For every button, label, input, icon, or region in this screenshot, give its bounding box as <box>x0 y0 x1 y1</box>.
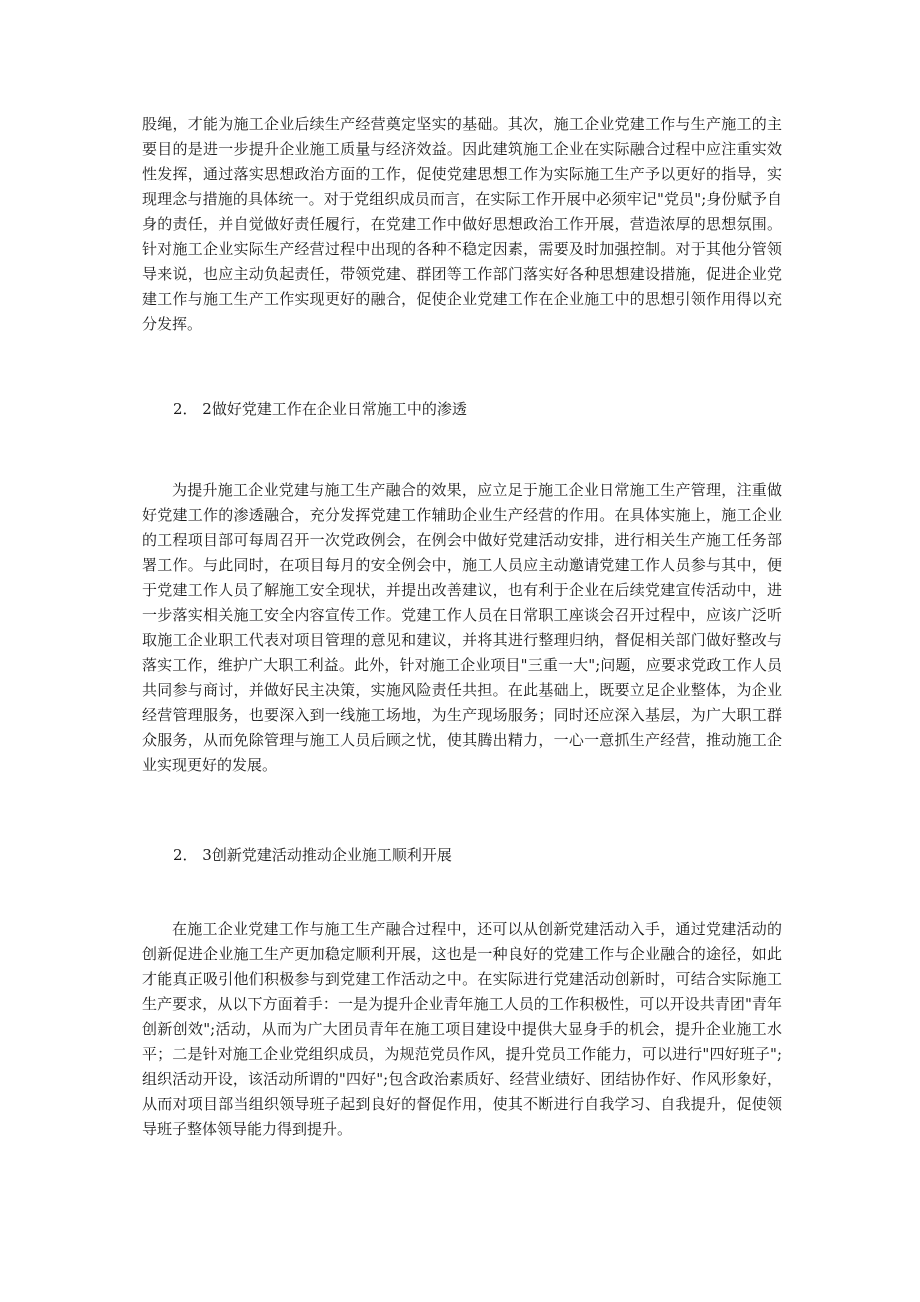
section-heading-2-3: 2． 3创新党建活动推动企业施工顺利开展 <box>173 846 452 864</box>
section-heading-2-2: 2． 2做好党建工作在企业日常施工中的渗透 <box>173 400 467 418</box>
body-paragraph-2: 为提升施工企业党建与施工生产融合的效果，应立足于施工企业日常施工生产管理，注重做好党建工作的渗透融合，充分发挥党建工作辅助企业生产经营的作用。在具体实施上，施工企业的工程项目部可每周召开一次党政例会，在例会中做好党建活动安排，进行相关生产施工任务部署工作。与此同时，在项目每月的安全例会中，施工人员应主动邀请党建工作人员参与其中，便于党建工作人员了解施工安全现状，并提出改善建议，也有利于企业在后续党建宣传活动中，进一步落实相关施工安全内容宣传工作。党建工作人员在日常职工座谈会召开过程中，应该广泛听取施工企业职工代表对项目管理的意见和建议，并将其进行整理归纳，督促相关部门做好整改与落实工作，维护广大职工利益。此外，针对施工企业项目"三重一大";问题，应要求党政工作人员共同参与商讨，并做好民主决策，实施风险责任共担。在此基础上，既要立足企业整体，为企业经营管理服务，也要深入到一线施工场地，为生产现场服务；同时还应深入基层，为广大职工群众服务，从而免除管理与施工人员后顾之忧，使其腾出精力，一心一意抓生产经营，推动施工企业实现更好的发展。 <box>142 481 782 774</box>
body-paragraph-3: 在施工企业党建工作与施工生产融合过程中，还可以从创新党建活动入手，通过党建活动的创新促进企业施工生产更加稳定顺利开展，这也是一种良好的党建工作与企业融合的途径，如此才能真正吸引他们积极参与到党建工作活动之中。在实际进行党建活动创新时，可结合实际施工生产要求，从以下方面着手：一是为提升企业青年施工人员的工作积极性，可以开设共青团"青年创新创效";活动，从而为广大团员青年在施工项目建设中提供大显身手的机会，提升企业施工水平；二是针对施工企业党组织成员，为规范党员作风，提升党员工作能力，可以进行"四好班子";组织活动开设，该活动所谓的"四好";包含政治素质好、经营业绩好、团结协作好、作风形象好，从而对项目部当组织领导班子起到良好的督促作用，使其不断进行自我学习、自我提升，促使领导班子整体领导能力得到提升。 <box>142 920 782 1138</box>
body-paragraph-1: 股绳，才能为施工企业后续生产经营奠定坚实的基础。其次，施工企业党建工作与生产施工的主要目的是进一步提升企业施工质量与经济效益。因此建筑施工企业在实际融合过程中应注重实效性发挥，通过落实思想政治方面的工作，促使党建思想工作为实际施工生产予以更好的指导，实现理念与措施的具体统一。对于党组织成员而言，在实际工作开展中必须牢记"党员";身份赋予自身的责任，并自觉做好责任履行，在党建工作中做好思想政治工作开展，营造浓厚的思想氛围。针对施工企业实际生产经营过程中出现的各种不稳定因素，需要及时加强控制。对于其他分管领导来说，也应主动负起责任，带领党建、群团等工作部门落实好各种思想建设措施，促进企业党建工作与施工生产工作实现更好的融合，促使企业党建工作在企业施工中的思想引领作用得以充分发挥。 <box>142 115 782 333</box>
